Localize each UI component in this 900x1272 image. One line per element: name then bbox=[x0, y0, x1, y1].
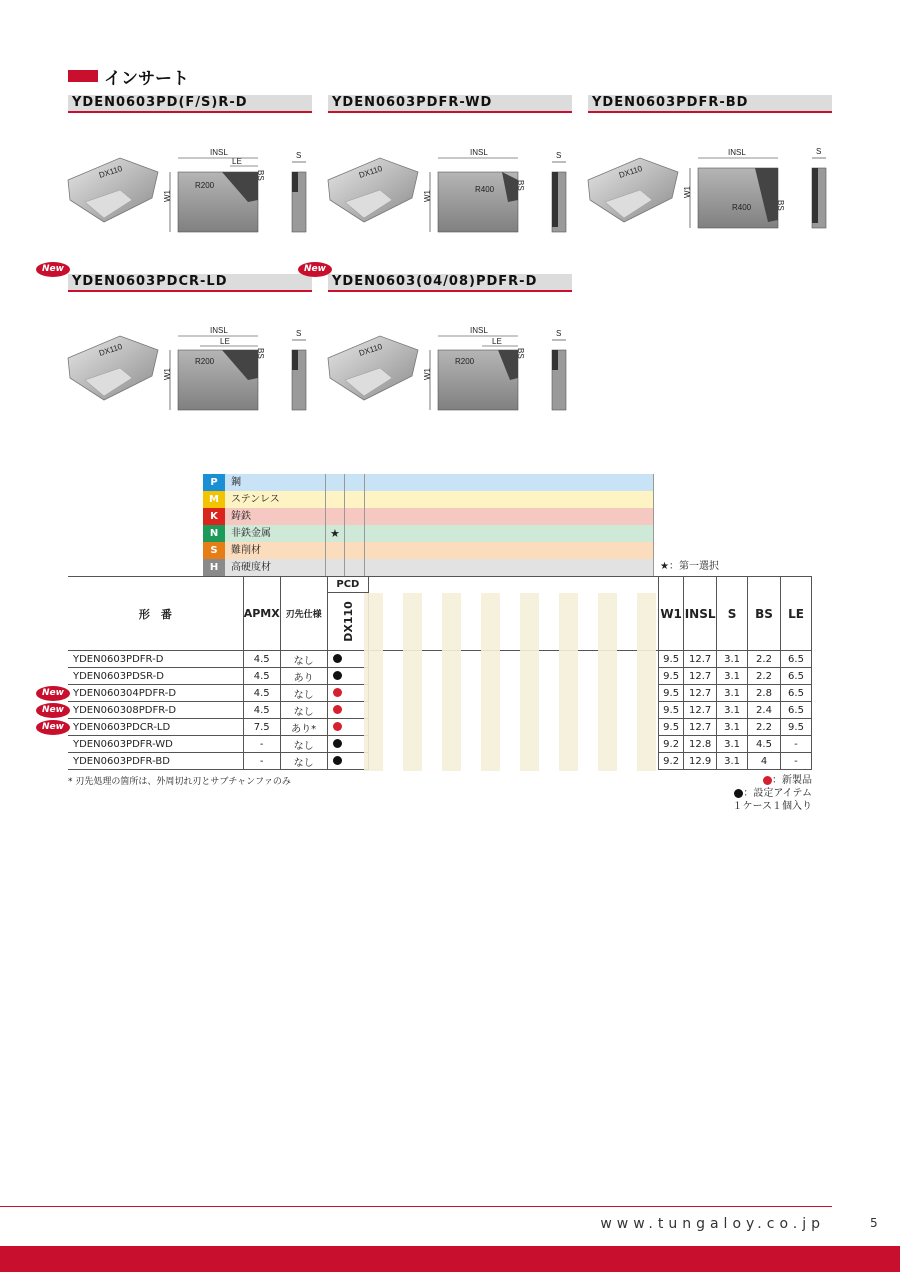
new-badge: New bbox=[36, 720, 70, 735]
availability-dot bbox=[333, 654, 342, 663]
insl-label: INSL bbox=[470, 148, 488, 157]
insert-drawing-3 bbox=[580, 140, 840, 240]
model-cell: YDEN0603PDSR-D bbox=[73, 670, 164, 682]
bs-cell: 2.4 bbox=[748, 702, 781, 719]
model-cell: YDEN060304PDFR-D bbox=[73, 687, 177, 699]
w1-label: W1 bbox=[163, 190, 172, 202]
edge-cell: なし bbox=[280, 685, 327, 702]
le-cell: - bbox=[780, 753, 811, 770]
table-row bbox=[68, 702, 812, 719]
section-marker bbox=[68, 70, 98, 82]
w1-cell: 9.2 bbox=[659, 753, 684, 770]
apmx-cell: - bbox=[243, 753, 280, 770]
apmx-cell: 4.5 bbox=[243, 702, 280, 719]
availability-dot bbox=[333, 756, 342, 765]
table-row bbox=[68, 651, 812, 668]
s-cell: 3.1 bbox=[717, 685, 748, 702]
availability-dot bbox=[333, 671, 342, 680]
le-label: LE bbox=[232, 157, 242, 166]
grade-header: DX110 bbox=[341, 601, 355, 642]
w1-label: W1 bbox=[683, 186, 692, 198]
insl-label: INSL bbox=[210, 326, 228, 335]
bs-label: BS bbox=[516, 180, 525, 191]
model-cell: YDEN060308PDFR-D bbox=[73, 704, 177, 716]
legend-stock-item: ：設定アイテム bbox=[743, 788, 812, 799]
material-name: 難削材 bbox=[231, 545, 261, 556]
first-choice-star: ★ bbox=[330, 527, 340, 540]
le-label: LE bbox=[220, 337, 230, 346]
availability-dot bbox=[333, 688, 342, 697]
model-header: 形 番 bbox=[68, 577, 243, 651]
bs-label: BS bbox=[516, 348, 525, 359]
insl-header: INSL bbox=[684, 577, 717, 651]
insl-cell: 12.7 bbox=[684, 702, 717, 719]
s-header: S bbox=[717, 577, 748, 651]
material-code: K bbox=[203, 508, 225, 525]
s-cell: 3.1 bbox=[717, 651, 748, 668]
footer-band bbox=[0, 1246, 900, 1272]
le-cell: - bbox=[780, 736, 811, 753]
red-dot-icon bbox=[763, 776, 772, 785]
material-row bbox=[203, 525, 653, 542]
table-row bbox=[68, 753, 812, 770]
bs-cell: 2.2 bbox=[748, 668, 781, 685]
page-number: 5 bbox=[870, 1216, 878, 1230]
availability-dot bbox=[333, 722, 342, 731]
insert-header-2: YDEN0603PDFR-WD bbox=[328, 95, 572, 113]
bs-cell: 2.8 bbox=[748, 685, 781, 702]
insert-header-3: YDEN0603PDFR-BD bbox=[588, 95, 832, 113]
material-code: N bbox=[203, 525, 225, 542]
footer-line bbox=[0, 1206, 832, 1207]
insl-cell: 12.9 bbox=[684, 753, 717, 770]
material-code: S bbox=[203, 542, 225, 559]
insert-header-1: YDEN0603PD(F/S)R-D bbox=[68, 95, 312, 113]
material-name: 非鉄金属 bbox=[231, 528, 271, 539]
s-cell: 3.1 bbox=[717, 668, 748, 685]
apmx-cell: 4.5 bbox=[243, 685, 280, 702]
new-badge: New bbox=[298, 262, 332, 277]
s-cell: 3.1 bbox=[717, 753, 748, 770]
material-name: ステンレス bbox=[231, 494, 280, 505]
material-name: 鋼 bbox=[231, 477, 241, 488]
w1-cell: 9.5 bbox=[659, 651, 684, 668]
w1-label: W1 bbox=[423, 368, 432, 380]
radius-label: R200 bbox=[195, 181, 215, 190]
material-row bbox=[203, 474, 653, 491]
le-cell: 6.5 bbox=[780, 668, 811, 685]
availability-dot bbox=[333, 705, 342, 714]
w1-label: W1 bbox=[423, 190, 432, 202]
s-label: S bbox=[556, 329, 562, 338]
s-label: S bbox=[816, 147, 822, 156]
material-code: P bbox=[203, 474, 225, 491]
model-cell: YDEN0603PDFR-D bbox=[73, 653, 164, 665]
insl-cell: 12.7 bbox=[684, 719, 717, 736]
apmx-cell: 4.5 bbox=[243, 651, 280, 668]
edge-cell: あり* bbox=[280, 719, 327, 736]
bs-label: BS bbox=[256, 348, 265, 359]
edge-cell: あり bbox=[280, 668, 327, 685]
s-label: S bbox=[296, 329, 302, 338]
radius-label: R200 bbox=[455, 357, 475, 366]
insert-engraving: DX110 bbox=[357, 341, 384, 358]
insert-drawing-2 bbox=[320, 140, 580, 240]
material-row bbox=[203, 559, 653, 576]
material-row bbox=[203, 542, 653, 559]
w1-label: W1 bbox=[163, 368, 172, 380]
first-choice-note: ★：第一選択 bbox=[660, 561, 719, 572]
apmx-header: APMX bbox=[243, 577, 280, 651]
table-row bbox=[68, 685, 812, 702]
new-badge: New bbox=[36, 262, 70, 277]
material-row bbox=[203, 508, 653, 525]
material-name: 高硬度材 bbox=[231, 562, 271, 573]
insert-header-4: YDEN0603PDCR-LD bbox=[68, 274, 312, 292]
model-cell: YDEN0603PDFR-WD bbox=[73, 738, 173, 750]
table-row bbox=[68, 719, 812, 736]
material-name: 鋳鉄 bbox=[231, 511, 251, 522]
le-cell: 6.5 bbox=[780, 651, 811, 668]
insl-label: INSL bbox=[210, 148, 228, 157]
radius-label: R200 bbox=[195, 357, 215, 366]
new-badge: New bbox=[36, 686, 70, 701]
w1-header: W1 bbox=[659, 577, 684, 651]
insert-engraving: DX110 bbox=[97, 163, 124, 180]
footnote: * 刃先処理の箇所は、外周切れ刃とサブチャンファのみ bbox=[68, 777, 291, 787]
bs-label: BS bbox=[776, 200, 785, 211]
apmx-cell: 4.5 bbox=[243, 668, 280, 685]
edge-cell: なし bbox=[280, 753, 327, 770]
insert-engraving: DX110 bbox=[357, 163, 384, 180]
table-row bbox=[68, 736, 812, 753]
insl-label: INSL bbox=[470, 326, 488, 335]
insert-header-5: YDEN0603(04/08)PDFR-D bbox=[328, 274, 572, 292]
s-cell: 3.1 bbox=[717, 736, 748, 753]
insert-engraving: DX110 bbox=[97, 341, 124, 358]
w1-cell: 9.5 bbox=[659, 702, 684, 719]
insert-drawing-5 bbox=[320, 318, 580, 418]
edge-cell: なし bbox=[280, 736, 327, 753]
pcd-header: PCD bbox=[327, 577, 369, 593]
insert-engraving: DX110 bbox=[617, 163, 644, 180]
availability-dot bbox=[333, 739, 342, 748]
edge-cell: なし bbox=[280, 702, 327, 719]
model-cell: YDEN0603PDCR-LD bbox=[73, 721, 171, 733]
legend bbox=[733, 774, 813, 813]
insl-cell: 12.8 bbox=[684, 736, 717, 753]
spec-table bbox=[42, 576, 812, 770]
le-cell: 6.5 bbox=[780, 702, 811, 719]
grade-spacer bbox=[369, 577, 659, 651]
radius-label: R400 bbox=[475, 185, 495, 194]
bs-label: BS bbox=[256, 170, 265, 181]
w1-cell: 9.2 bbox=[659, 736, 684, 753]
section-title: インサート bbox=[104, 69, 189, 89]
w1-cell: 9.5 bbox=[659, 685, 684, 702]
footer-url[interactable]: www.tungaloy.co.jp bbox=[600, 1216, 825, 1232]
material-row bbox=[203, 491, 653, 508]
radius-label: R400 bbox=[732, 203, 752, 212]
le-cell: 6.5 bbox=[780, 685, 811, 702]
insl-cell: 12.7 bbox=[684, 685, 717, 702]
bs-cell: 4 bbox=[748, 753, 781, 770]
model-cell: YDEN0603PDFR-BD bbox=[73, 755, 170, 767]
bs-cell: 4.5 bbox=[748, 736, 781, 753]
insert-drawing-1 bbox=[60, 140, 320, 240]
s-cell: 3.1 bbox=[717, 719, 748, 736]
bs-cell: 2.2 bbox=[748, 651, 781, 668]
le-cell: 9.5 bbox=[780, 719, 811, 736]
table-row bbox=[68, 668, 812, 685]
le-header: LE bbox=[780, 577, 811, 651]
apmx-cell: 7.5 bbox=[243, 719, 280, 736]
insl-cell: 12.7 bbox=[684, 651, 717, 668]
insert-drawing-4 bbox=[60, 318, 320, 418]
insl-label: INSL bbox=[728, 148, 746, 157]
w1-cell: 9.5 bbox=[659, 719, 684, 736]
w1-cell: 9.5 bbox=[659, 668, 684, 685]
new-badge: New bbox=[36, 703, 70, 718]
insl-cell: 12.7 bbox=[684, 668, 717, 685]
edge-cell: なし bbox=[280, 651, 327, 668]
material-code: M bbox=[203, 491, 225, 508]
legend-new-product: ：新製品 bbox=[772, 775, 812, 786]
le-label: LE bbox=[492, 337, 502, 346]
s-label: S bbox=[556, 151, 562, 160]
material-code: H bbox=[203, 559, 225, 576]
s-cell: 3.1 bbox=[717, 702, 748, 719]
bs-header: BS bbox=[748, 577, 781, 651]
edge-header: 刃先仕様 bbox=[280, 577, 327, 651]
s-label: S bbox=[296, 151, 302, 160]
bs-cell: 2.2 bbox=[748, 719, 781, 736]
legend-pack: １ケース１個入り bbox=[732, 801, 812, 812]
apmx-cell: - bbox=[243, 736, 280, 753]
